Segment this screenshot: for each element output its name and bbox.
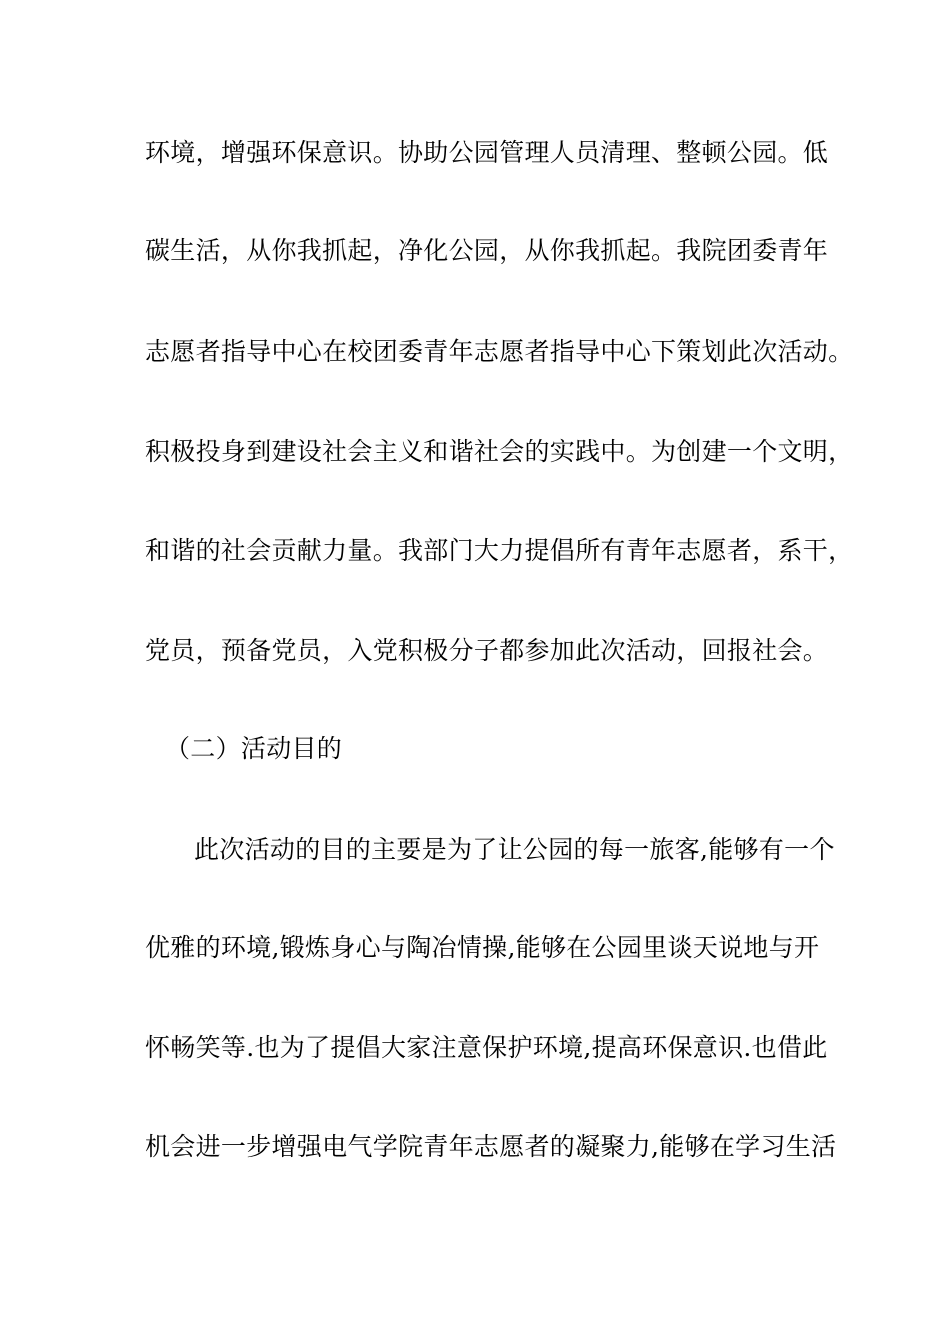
paragraph-line: 碳生活，从你我抓起，净化公园，从你我抓起。我院团委青年 — [145, 236, 829, 265]
paragraph-line: 党员，预备党员，入党积极分子都参加此次活动，回报社会。 — [145, 636, 829, 665]
section-heading: （二）活动目的 — [165, 734, 343, 763]
paragraph-line: 环境，增强环保意识。协助公园管理人员清理、整顿公园。低 — [145, 138, 829, 167]
purpose-paragraph-line: 优雅的环境,锻炼身心与陶冶情操,能够在公园里谈天说地与开 — [145, 933, 820, 962]
paragraph-line: 志愿者指导中心在校团委青年志愿者指导中心下策划此次活动。 — [145, 337, 854, 366]
purpose-paragraph-line: 此次活动的目的主要是为了让公园的每一旅客,能够有一个 — [194, 835, 835, 864]
paragraph-line: 积极投身到建设社会主义和谐社会的实践中。为创建一个文明， — [145, 437, 854, 466]
purpose-paragraph-line: 怀畅笑等.也为了提倡大家注意保护环境,提高环保意识.也借此 — [145, 1033, 828, 1062]
purpose-paragraph-line: 机会进一步增强电气学院青年志愿者的凝聚力,能够在学习生活 — [145, 1132, 837, 1161]
paragraph-line: 和谐的社会贡献力量。我部门大力提倡所有青年志愿者，系干， — [145, 536, 854, 565]
